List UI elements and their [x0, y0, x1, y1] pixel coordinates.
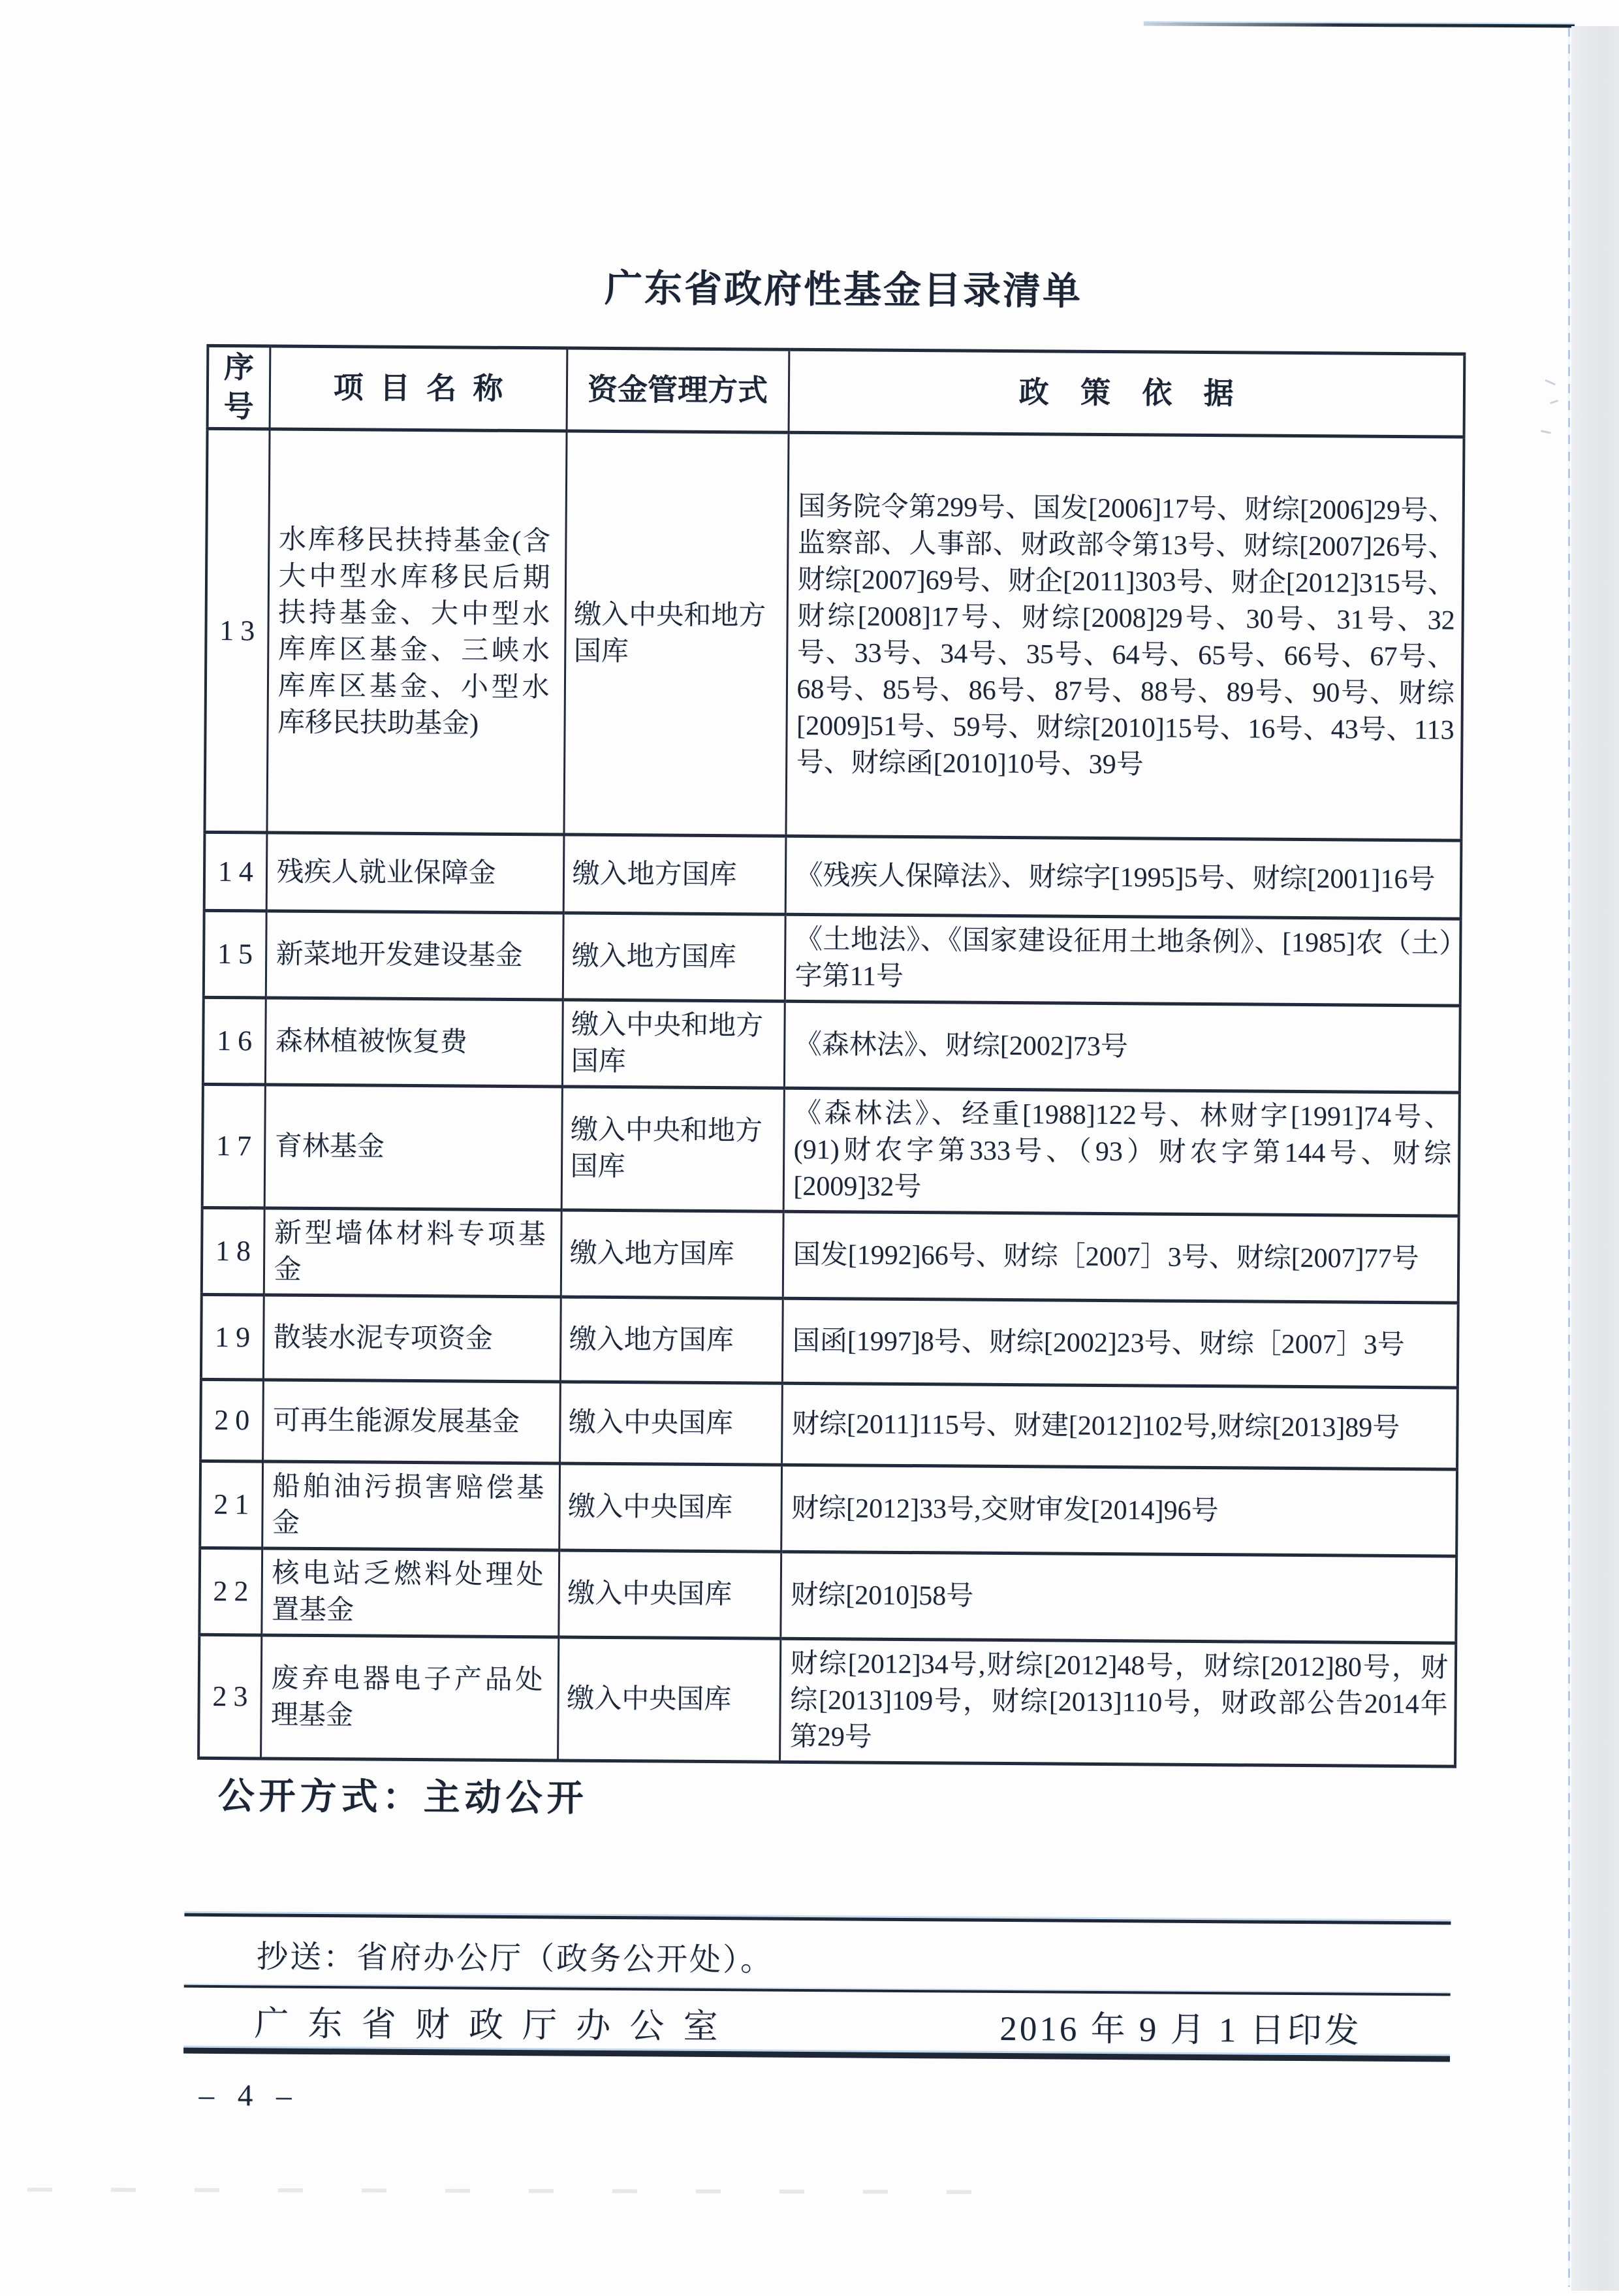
policy-basis-cell: 《森林法》、财综[2002]73号	[784, 1001, 1460, 1092]
management-cell: 缴入中央和地方国库	[563, 431, 788, 836]
fund-name-cell: 残疾人就业保障金	[266, 833, 564, 913]
policy-basis-cell: 《土地法》、《国家建设征用土地条例》、[1985]农（土）字第11号	[785, 914, 1461, 1006]
header-project-name: 项目名称	[270, 346, 567, 431]
fund-directory-table	[197, 344, 1466, 1768]
scan-right-edge-band	[1571, 26, 1619, 2291]
policy-basis-cell: 财综[2010]58号	[780, 1552, 1456, 1643]
management-cell: 缴入中央国库	[559, 1463, 781, 1552]
serial-number-cell: 22	[199, 1548, 262, 1635]
serial-number-cell: 23	[198, 1634, 261, 1759]
serial-number-cell: 15	[204, 910, 266, 998]
table-row	[202, 1084, 1460, 1216]
management-cell: 缴入中央国库	[559, 1382, 782, 1465]
policy-basis-cell: 国发[1992]66号、财综［2007］3号、财综[2007]77号	[783, 1211, 1459, 1303]
policy-basis-cell: 国务院令第299号、国发[2006]17号、财综[2006]29号、监察部、人事部、财政部令第13号、财综[2007]26号、财综[2007]69号、财企[2011]303号、财企[2012]315号、财综[2008]17号、财综[2008]29号、30号、31号、32号、33号、34号、35号、64号、65号、66号、67号、68号、85号、86号、87号、88号、89号、90号、财综[2009]51号、59号、财综[2010]15号、16号、43号、113号、财综函[2010]10号、39号	[785, 432, 1464, 840]
policy-basis-cell: 财综[2012]33号,交财审发[2014]96号	[781, 1465, 1457, 1556]
management-cell: 缴入地方国库	[563, 835, 786, 914]
table-row	[200, 1461, 1457, 1556]
management-cell: 缴入地方国库	[561, 1210, 783, 1298]
fund-name-cell: 船舶油污损害赔偿基金	[262, 1461, 559, 1550]
fund-name-cell: 育林基金	[264, 1085, 562, 1210]
fund-name-cell: 水库移民扶持基金(含大中型水库移民后期扶持基金、大中型水库库区基金、三峡水库库区基金、小型水库移民扶助基金)	[266, 429, 566, 835]
management-cell: 缴入地方国库	[563, 913, 785, 1001]
management-cell: 缴入中央国库	[558, 1550, 781, 1638]
header-policy-basis: 政策依据	[789, 349, 1465, 437]
fund-name-cell: 核电站乏燃料处理处置基金	[261, 1548, 559, 1637]
serial-number-cell: 18	[202, 1207, 264, 1295]
cc-line: 抄送：省府办公厅（政务公开处）。	[256, 1939, 774, 1978]
policy-basis-cell: 国函[1997]8号、财综[2002]23号、财综［2007］3号	[782, 1298, 1458, 1388]
header-serial-number: 序号	[208, 345, 270, 429]
serial-number-cell: 17	[202, 1084, 265, 1208]
fund-name-cell: 新型墙体材料专项基金	[264, 1208, 561, 1297]
page-number: – 4 –	[198, 2078, 300, 2113]
table-row	[202, 1207, 1459, 1303]
table-row	[204, 832, 1462, 919]
serial-number-cell: 13	[204, 428, 269, 833]
table-header-row	[208, 345, 1465, 437]
fund-name-cell: 森林植被恢复费	[265, 998, 563, 1087]
footer-rule-top	[184, 1913, 1451, 1925]
table-row	[203, 997, 1460, 1092]
serial-number-cell: 14	[204, 832, 267, 911]
serial-number-cell: 16	[203, 997, 266, 1085]
management-cell: 缴入中央和地方国库	[562, 1000, 785, 1088]
table-row	[200, 1379, 1458, 1469]
management-cell: 缴入地方国库	[560, 1297, 783, 1383]
footer-rule-middle	[184, 1985, 1451, 1996]
policy-basis-cell: 财综[2012]34号,财综[2012]48号，财综[2012]80号，财综[2013]109号，财综[2013]110号，财政部公告2014年第29号	[779, 1638, 1456, 1766]
page-title: 广东省政府性基金目录清单	[604, 266, 1083, 313]
table-row	[198, 1634, 1456, 1766]
serial-number-cell: 20	[200, 1379, 263, 1461]
table-row	[199, 1548, 1456, 1643]
serial-number-cell: 21	[200, 1461, 262, 1548]
fund-name-cell: 废弃电器电子产品处理基金	[260, 1635, 558, 1761]
serial-number-cell: 19	[201, 1294, 264, 1380]
disclosure-method-line: 公开方式：主动公开	[217, 1776, 588, 1819]
fund-name-cell: 散装水泥专项资金	[263, 1295, 561, 1382]
fund-name-cell: 可再生能源发展基金	[262, 1380, 560, 1463]
management-cell: 缴入中央国库	[558, 1637, 780, 1762]
table-row	[201, 1294, 1458, 1388]
fund-name-cell: 新菜地开发建设基金	[266, 911, 563, 1000]
policy-basis-cell: 财综[2011]115号、财建[2012]102号,财综[2013]89号	[781, 1383, 1458, 1469]
scan-right-edge-dotted-line	[1568, 27, 1570, 2287]
header-fund-management: 资金管理方式	[567, 348, 789, 432]
issue-date: 2016 年 9 月 1 日印发	[999, 2009, 1362, 2050]
issuing-office: 广东省财政厅办公室	[254, 2005, 737, 2047]
table-row	[204, 428, 1464, 840]
table-row	[204, 910, 1461, 1006]
policy-basis-cell: 《残疾人保障法》、财综字[1995]5号、财综[2001]16号	[785, 836, 1462, 919]
management-cell: 缴入中央和地方国库	[561, 1087, 784, 1211]
policy-basis-cell: 《森林法》、经重[1988]122号、林财字[1991]74号、(91)财农字第333号、（93）财农字第144号、财综[2009]32号	[783, 1088, 1460, 1216]
